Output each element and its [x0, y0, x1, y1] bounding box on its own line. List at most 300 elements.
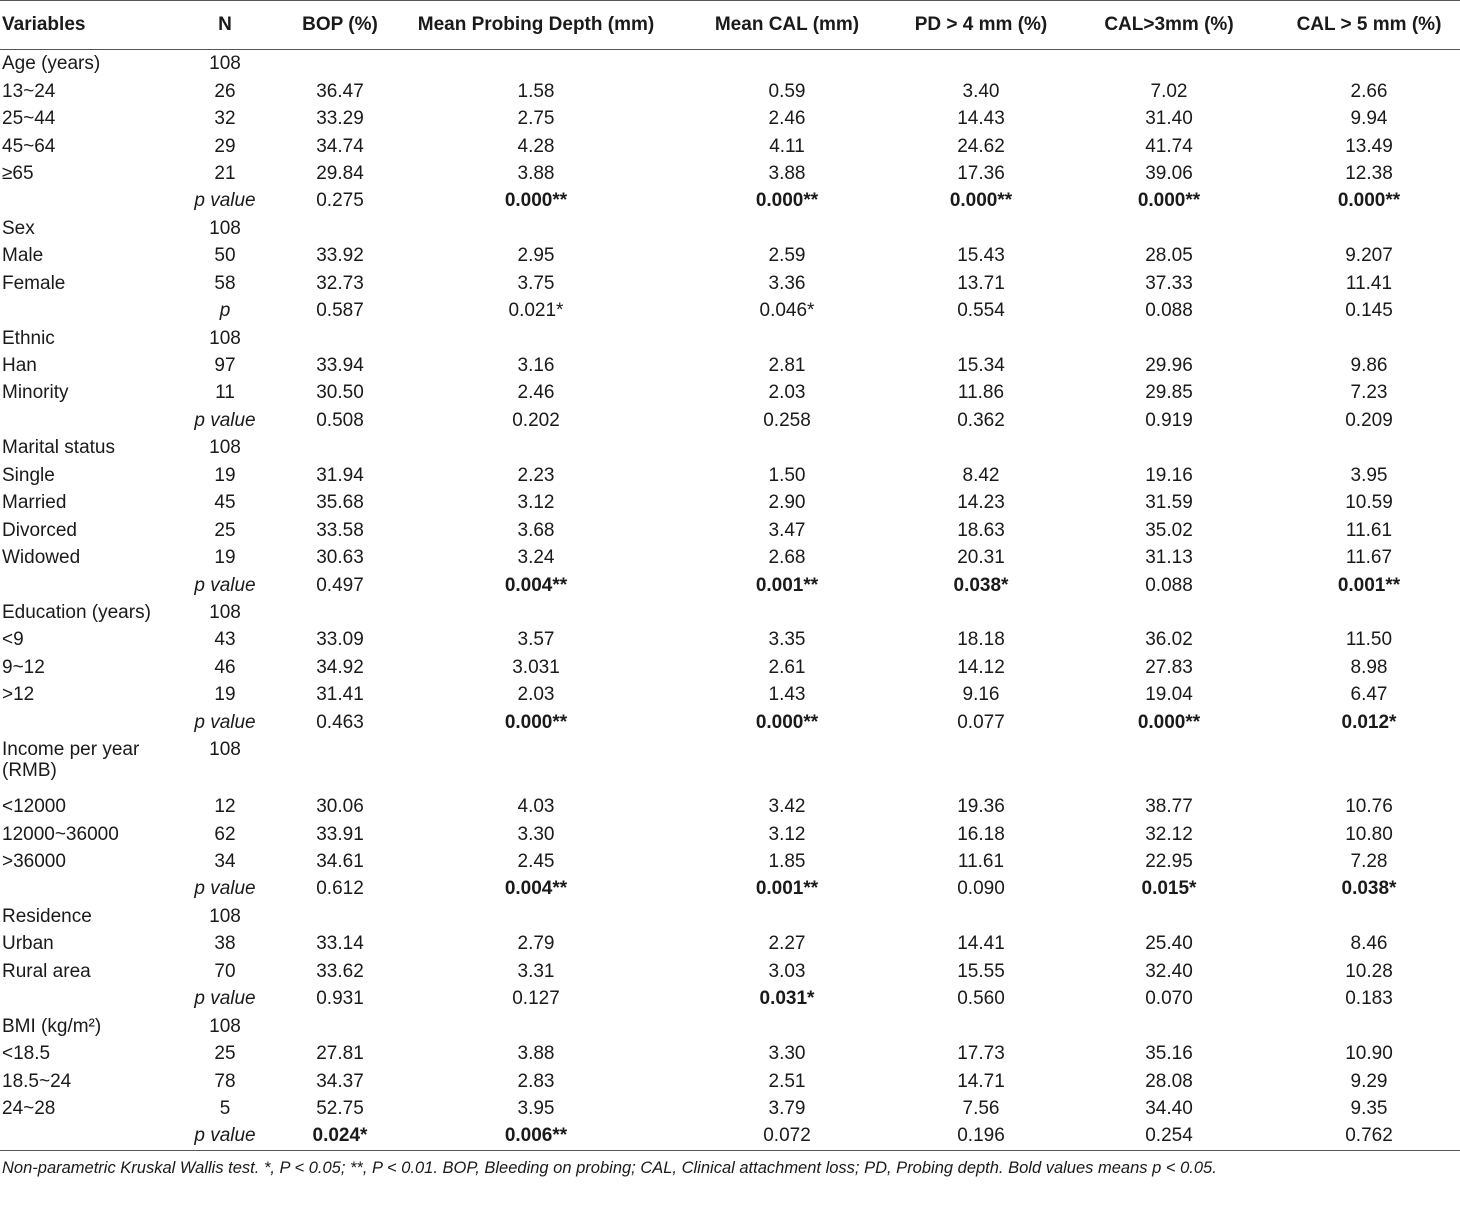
- table-cell: 11.86: [957, 382, 1005, 404]
- table-cell: 28.08: [1145, 1070, 1193, 1092]
- table-cell: 3.68: [517, 519, 555, 541]
- table-cell: [672, 599, 902, 626]
- row-label: <9: [2, 629, 24, 651]
- table-row: [0, 352, 1460, 379]
- row-label: Rural area: [2, 960, 91, 982]
- table-cell: 3.95: [1350, 464, 1388, 486]
- p-value-label: p value: [194, 574, 256, 596]
- table-cell: [672, 1012, 902, 1039]
- table-cell: 19: [214, 464, 236, 486]
- row-label: Han: [2, 355, 37, 377]
- table-row: [0, 379, 1460, 406]
- table-cell: 0.463: [316, 711, 364, 733]
- table-row: [0, 297, 1460, 324]
- table-cell: 3.79: [768, 1097, 806, 1119]
- table-cell: 45: [214, 492, 236, 514]
- table-cell: 0.024*: [280, 1122, 400, 1150]
- table-cell: 2.23: [517, 464, 555, 486]
- table-cell: 17.36: [957, 162, 1005, 184]
- row-label: [0, 297, 170, 324]
- table-cell: 14.12: [957, 656, 1005, 678]
- table-cell: 0.258: [763, 409, 811, 431]
- row-label: [0, 571, 170, 598]
- row-label: [0, 985, 170, 1012]
- table-cell: 10.90: [1345, 1043, 1393, 1065]
- row-label: Age (years): [2, 53, 101, 75]
- table-cell: 29.85: [1145, 382, 1193, 404]
- table-cell: 108: [209, 905, 241, 927]
- table-cell: 25.40: [1145, 933, 1193, 955]
- table-row: [0, 434, 1460, 461]
- table-cell: [902, 50, 1060, 78]
- table-cell: 9.16: [962, 684, 1000, 706]
- table-cell: 3.95: [517, 1097, 555, 1119]
- table-cell: 3.30: [768, 1043, 806, 1065]
- table-cell: [400, 324, 672, 351]
- table-cell: 3.12: [517, 492, 555, 514]
- table-cell: 33.14: [316, 933, 364, 955]
- table-cell: 3.40: [962, 80, 1000, 102]
- table-cell: 9.29: [1350, 1070, 1388, 1092]
- row-label: Residence: [2, 905, 92, 927]
- table-cell: 35.68: [316, 492, 364, 514]
- table-row: [0, 1067, 1460, 1094]
- table-cell: 2.46: [768, 108, 806, 130]
- table-cell: 0.046*: [759, 300, 815, 322]
- table-row: [0, 489, 1460, 516]
- table-cell: [280, 324, 400, 351]
- row-label: Male: [2, 245, 44, 267]
- column-header: PD > 4 mm (%): [902, 1, 1060, 50]
- table-cell: 29: [214, 135, 236, 157]
- table-cell: 2.03: [768, 382, 806, 404]
- table-cell: [1278, 434, 1460, 461]
- table-cell: 7.23: [1350, 382, 1388, 404]
- table-cell: 7.28: [1350, 851, 1388, 873]
- table-cell: 0.001**: [1337, 574, 1401, 596]
- table-row: [0, 985, 1460, 1012]
- table-cell: 3.42: [768, 796, 806, 818]
- table-cell: [1278, 736, 1460, 793]
- table-cell: 13.49: [1345, 135, 1393, 157]
- table-cell: 31.94: [316, 464, 364, 486]
- table-cell: 0.000**: [1337, 190, 1401, 212]
- table-cell: 33.58: [316, 519, 364, 541]
- table-row: [0, 875, 1460, 902]
- table-cell: 0.000**: [755, 190, 819, 212]
- table-cell: 22.95: [1145, 851, 1193, 873]
- table-cell: 0.183: [1345, 988, 1393, 1010]
- table-cell: [902, 324, 1060, 351]
- table-cell: 11.41: [1345, 272, 1393, 294]
- table-cell: 30.06: [316, 796, 364, 818]
- row-label: Widowed: [2, 547, 81, 569]
- table-cell: 0.015*: [1141, 878, 1197, 900]
- table-cell: 34: [214, 851, 236, 873]
- table-cell: 12: [214, 796, 236, 818]
- table-cell: 26: [214, 80, 236, 102]
- table-cell: 21: [214, 162, 236, 184]
- table-cell: [902, 736, 1060, 793]
- row-label: Education (years): [2, 601, 151, 623]
- table-cell: 108: [209, 217, 241, 239]
- table-cell: 33.91: [316, 823, 364, 845]
- table-cell: 11.67: [1345, 547, 1393, 569]
- table-cell: 58: [214, 272, 236, 294]
- table-cell: 38: [214, 933, 236, 955]
- header-row: [0, 1, 1460, 50]
- row-label: <18.5: [2, 1043, 51, 1065]
- table-cell: 9.94: [1350, 108, 1388, 130]
- table-cell: 3.12: [768, 823, 806, 845]
- table-cell: 9.35: [1350, 1097, 1388, 1119]
- table-cell: 0.560: [957, 988, 1005, 1010]
- row-label: 45~64: [2, 135, 56, 157]
- table-cell: 19.04: [1145, 684, 1193, 706]
- table-cell: 13.71: [957, 272, 1005, 294]
- table-cell: [400, 434, 672, 461]
- table-cell: 0.762: [1278, 1122, 1460, 1150]
- table-cell: [400, 903, 672, 930]
- table-cell: 2.61: [768, 656, 806, 678]
- table-cell: 7.56: [962, 1097, 1000, 1119]
- table-cell: 37.33: [1145, 272, 1193, 294]
- table-cell: 3.88: [517, 162, 555, 184]
- table-row: [0, 681, 1460, 708]
- table-cell: 0.202: [512, 409, 560, 431]
- table-row: [0, 1012, 1460, 1039]
- column-header: Mean CAL (mm): [672, 1, 902, 50]
- table-row: [0, 848, 1460, 875]
- table-footnote: Non-parametric Kruskal Wallis test. *, P < 0.05; **, P < 0.01. BOP, Bleeding on probing; CAL, Clinical attachment loss; PD, Probing depth. Bold values means p < 0.05.: [2, 1158, 1217, 1177]
- row-label: [0, 187, 170, 214]
- table-cell: 36.02: [1145, 629, 1193, 651]
- table-row: [0, 958, 1460, 985]
- table-cell: [1278, 903, 1460, 930]
- table-cell: 17.73: [957, 1043, 1005, 1065]
- p-value-label: p: [219, 300, 231, 322]
- table-row: [0, 820, 1460, 847]
- table-cell: [1060, 50, 1278, 78]
- table-cell: [672, 215, 902, 242]
- table-cell: 14.43: [957, 108, 1005, 130]
- table-cell: 35.02: [1145, 519, 1193, 541]
- table-cell: 35.16: [1145, 1043, 1193, 1065]
- row-label: [0, 407, 170, 434]
- table-cell: 19: [214, 684, 236, 706]
- table-cell: 31.40: [1145, 108, 1193, 130]
- table-cell: [400, 599, 672, 626]
- table-cell: 32.73: [316, 272, 364, 294]
- table-row: [0, 132, 1460, 159]
- p-value-label: p value: [194, 190, 256, 212]
- table-cell: [672, 736, 902, 793]
- table-cell: [672, 903, 902, 930]
- table-row: [0, 462, 1460, 489]
- table-cell: [280, 434, 400, 461]
- row-label: >12: [2, 684, 35, 706]
- table-cell: 33.62: [316, 960, 364, 982]
- table-row: [0, 544, 1460, 571]
- table-cell: 32.12: [1145, 823, 1193, 845]
- table-cell: 0.000**: [949, 190, 1013, 212]
- table-cell: 0.59: [768, 80, 806, 102]
- table-cell: 29.96: [1145, 355, 1193, 377]
- table-row: [0, 242, 1460, 269]
- table-cell: 2.66: [1350, 80, 1388, 102]
- table-cell: 9.207: [1345, 245, 1393, 267]
- table-cell: 32.40: [1145, 960, 1193, 982]
- table-cell: [1278, 599, 1460, 626]
- table-cell: [400, 215, 672, 242]
- row-label: >36000: [2, 851, 66, 873]
- table-cell: 24.62: [957, 135, 1005, 157]
- table-row: [0, 736, 1460, 793]
- table-cell: 1.85: [768, 851, 806, 873]
- table-cell: 4.03: [517, 796, 555, 818]
- table-cell: 108: [209, 738, 241, 760]
- table-cell: 11.61: [1345, 519, 1393, 541]
- row-label: 13~24: [2, 80, 56, 102]
- table-cell: 3.47: [768, 519, 806, 541]
- table-cell: [902, 1012, 1060, 1039]
- table-cell: 8.46: [1350, 933, 1388, 955]
- row-label: Urban: [2, 933, 54, 955]
- table-cell: 28.05: [1145, 245, 1193, 267]
- table-cell: 0.012*: [1341, 711, 1397, 733]
- table-cell: 0.000**: [1137, 190, 1201, 212]
- table-row: [0, 407, 1460, 434]
- table-cell: 18.63: [957, 519, 1005, 541]
- table-cell: 10.59: [1345, 492, 1393, 514]
- table-cell: 0.000**: [1137, 711, 1201, 733]
- table-cell: 15.43: [957, 245, 1005, 267]
- table-cell: 25: [214, 519, 236, 541]
- table-cell: 3.16: [517, 355, 555, 377]
- table-cell: 2.68: [768, 547, 806, 569]
- row-label: 25~44: [2, 108, 56, 130]
- table-cell: 41.74: [1145, 135, 1193, 157]
- table-cell: 1.58: [517, 80, 555, 102]
- table-row: [0, 1040, 1460, 1067]
- table-cell: 14.23: [957, 492, 1005, 514]
- table-row: [0, 930, 1460, 957]
- table-row: [0, 599, 1460, 626]
- table-cell: 0.275: [316, 190, 364, 212]
- table-cell: 0.931: [316, 988, 364, 1010]
- table-row: [0, 1095, 1460, 1122]
- table-row: [0, 50, 1460, 78]
- table-cell: 33.09: [316, 629, 364, 651]
- table-cell: 0.001**: [755, 574, 819, 596]
- table-cell: 34.61: [316, 851, 364, 873]
- table-cell: 19: [214, 547, 236, 569]
- table-cell: 32: [214, 108, 236, 130]
- table-cell: 108: [209, 437, 241, 459]
- p-value-label: p value: [194, 878, 256, 900]
- row-label: Married: [2, 492, 67, 514]
- table-row: [0, 571, 1460, 598]
- table-cell: 3.88: [517, 1043, 555, 1065]
- table-cell: 0.209: [1345, 409, 1393, 431]
- table-cell: 0.145: [1345, 300, 1393, 322]
- table-cell: 8.42: [962, 464, 1000, 486]
- table-cell: 19.36: [957, 796, 1005, 818]
- table-cell: 0.000**: [504, 711, 568, 733]
- table-cell: [1060, 599, 1278, 626]
- table-cell: 34.40: [1145, 1097, 1193, 1119]
- table-cell: [672, 50, 902, 78]
- table-row: [0, 903, 1460, 930]
- table-cell: 0.001**: [755, 878, 819, 900]
- table-cell: 8.98: [1350, 656, 1388, 678]
- row-label: Single: [2, 464, 55, 486]
- table-body: [0, 50, 1460, 1151]
- column-header: Variables: [0, 1, 170, 50]
- table-cell: 31.13: [1145, 547, 1193, 569]
- table-cell: 2.75: [517, 108, 555, 130]
- table-cell: [1060, 903, 1278, 930]
- row-label: Divorced: [2, 519, 77, 541]
- column-header: CAL>3mm (%): [1060, 1, 1278, 50]
- table-cell: 46: [214, 656, 236, 678]
- column-header: CAL > 5 mm (%): [1278, 1, 1460, 50]
- table-cell: 0.919: [1145, 409, 1193, 431]
- table-cell: 3.57: [517, 629, 555, 651]
- table-cell: 2.59: [768, 245, 806, 267]
- table-cell: [280, 215, 400, 242]
- row-label: ≥65: [2, 162, 34, 184]
- table-cell: 29.84: [316, 162, 364, 184]
- table-cell: 0.127: [512, 988, 560, 1010]
- table-cell: 39.06: [1145, 162, 1193, 184]
- table-cell: 108: [209, 1015, 241, 1037]
- table-cell: 0.612: [316, 878, 364, 900]
- table-cell: 36.47: [316, 80, 364, 102]
- table-cell: 2.45: [517, 851, 555, 873]
- table-cell: 108: [209, 327, 241, 349]
- table-row: [0, 160, 1460, 187]
- table-cell: 33.29: [316, 108, 364, 130]
- p-value-label: p value: [194, 988, 256, 1010]
- table-cell: 11.61: [957, 851, 1005, 873]
- table-cell: 3.35: [768, 629, 806, 651]
- table-cell: 1.43: [768, 684, 806, 706]
- table-cell: 25: [214, 1043, 236, 1065]
- table-cell: [400, 50, 672, 78]
- table-cell: 31.59: [1145, 492, 1193, 514]
- table-cell: 27.81: [316, 1043, 364, 1065]
- table-cell: 3.88: [768, 162, 806, 184]
- table-cell: 0.038*: [953, 574, 1009, 596]
- table-cell: 70: [214, 960, 236, 982]
- table-cell: [400, 736, 672, 793]
- table-cell: 34.92: [316, 656, 364, 678]
- table-row: [0, 793, 1460, 820]
- table-cell: 33.92: [316, 245, 364, 267]
- p-value-label: p value: [194, 409, 256, 431]
- table-cell: 38.77: [1145, 796, 1193, 818]
- table-cell: 2.90: [768, 492, 806, 514]
- table-cell: 2.95: [517, 245, 555, 267]
- table-cell: [1060, 736, 1278, 793]
- row-label: [0, 709, 170, 736]
- column-header: N: [170, 1, 280, 50]
- table-cell: 3.31: [517, 960, 555, 982]
- p-value-label: p value: [194, 711, 256, 733]
- table-cell: 5: [219, 1097, 231, 1119]
- table-cell: 0.038*: [1341, 878, 1397, 900]
- column-header: Mean Probing Depth (mm): [400, 1, 672, 50]
- row-label: 18.5~24: [2, 1070, 72, 1092]
- table-cell: 7.02: [1150, 80, 1188, 102]
- table-cell: 0.000**: [755, 711, 819, 733]
- table-row: [0, 270, 1460, 297]
- table-cell: [1060, 324, 1278, 351]
- table-cell: 0.088: [1145, 300, 1193, 322]
- table-cell: 11: [215, 382, 235, 404]
- table-cell: [280, 599, 400, 626]
- table-cell: 2.51: [768, 1070, 806, 1092]
- p-value-label: p value: [170, 1122, 280, 1150]
- table-cell: 33.94: [316, 355, 364, 377]
- table-cell: [902, 215, 1060, 242]
- table-cell: [1060, 1012, 1278, 1039]
- table-cell: 14.71: [957, 1070, 1005, 1092]
- table-cell: 16.18: [957, 823, 1005, 845]
- table-cell: 52.75: [316, 1097, 364, 1119]
- table-cell: 0.000**: [504, 190, 568, 212]
- table-cell: 0.587: [316, 300, 364, 322]
- table-cell: 0.090: [957, 878, 1005, 900]
- table-cell: 0.254: [1060, 1122, 1278, 1150]
- table-cell: 0.497: [316, 574, 364, 596]
- table-row: [0, 654, 1460, 681]
- table-cell: 2.03: [517, 684, 555, 706]
- table-cell: 62: [214, 823, 236, 845]
- table-cell: 3.30: [517, 823, 555, 845]
- table-cell: 15.55: [957, 960, 1005, 982]
- table-cell: 12.38: [1345, 162, 1393, 184]
- table-cell: 14.41: [957, 933, 1005, 955]
- table-row: [0, 626, 1460, 653]
- row-label: [0, 875, 170, 902]
- table-cell: 0.004**: [504, 574, 568, 596]
- table-cell: 31.41: [316, 684, 364, 706]
- row-label: Ethnic: [2, 327, 55, 349]
- table-cell: [672, 434, 902, 461]
- table-cell: 3.03: [768, 960, 806, 982]
- table-cell: 1.50: [768, 464, 806, 486]
- row-label: 9~12: [2, 656, 45, 678]
- table-cell: [1278, 1012, 1460, 1039]
- table-row: [0, 105, 1460, 132]
- table-cell: 0.077: [957, 711, 1005, 733]
- table-cell: 0.362: [957, 409, 1005, 431]
- table-cell: 20.31: [957, 547, 1005, 569]
- table-cell: [672, 324, 902, 351]
- table-cell: 78: [214, 1070, 236, 1092]
- table-cell: 30.50: [316, 382, 364, 404]
- table-cell: [280, 1012, 400, 1039]
- table-cell: [1278, 215, 1460, 242]
- table-cell: 30.63: [316, 547, 364, 569]
- table-cell: [280, 903, 400, 930]
- table-cell: 15.34: [957, 355, 1005, 377]
- table-cell: 0.088: [1145, 574, 1193, 596]
- table-row: [0, 516, 1460, 543]
- row-label: Female: [2, 272, 66, 294]
